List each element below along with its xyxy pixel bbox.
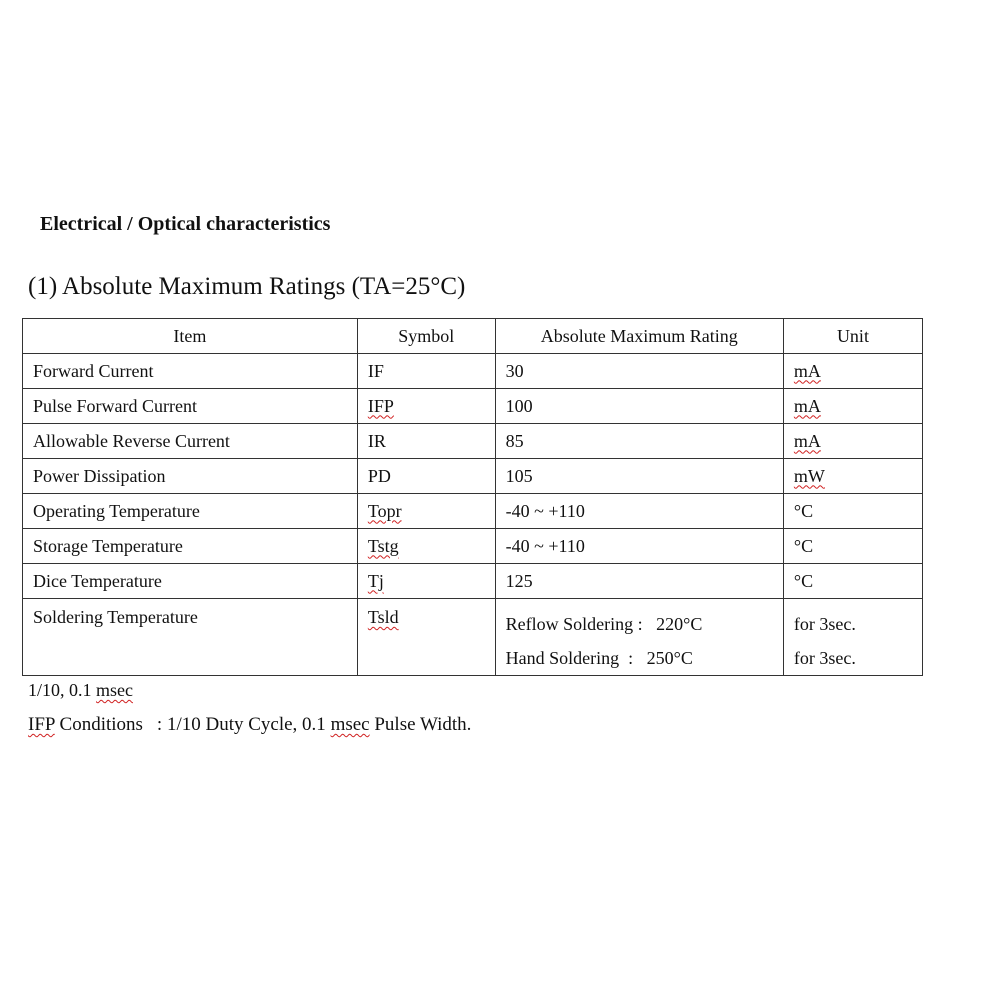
absolute-maximum-ratings-table [22,318,923,676]
cell-rating: 125 [495,564,783,599]
unit-text: mA [793,360,821,381]
footnote-ifp-label: Conditions [54,714,143,735]
cell-rating: 85 [495,424,783,459]
table-title: (1) Absolute Maximum Ratings (TA=25°C) [28,273,466,300]
cell-unit [783,424,922,459]
table-header-row [23,319,923,354]
header-symbol: Symbol [357,319,495,354]
footnote-duty [28,680,133,701]
cell-symbol: PD [357,459,495,494]
cell-item: Allowable Reverse Current [23,424,358,459]
cell-rating [495,599,783,676]
symbol-text: IFP [367,395,394,416]
cell-symbol [357,564,495,599]
header-unit: Unit [783,319,922,354]
cell-unit: °C [783,529,922,564]
cell-rating: 30 [495,354,783,389]
table-row [23,354,923,389]
cell-symbol [357,599,495,676]
hand-duration-text: for 3sec. [793,648,856,668]
section-heading: Electrical / Optical characteristics [40,213,331,235]
cell-rating: -40 ~ +110 [495,529,783,564]
cell-item: Forward Current [23,354,358,389]
cell-symbol: IF [357,354,495,389]
cell-item: Soldering Temperature [23,599,358,676]
unit-text: mW [793,465,825,486]
unit-text: mA [793,430,821,451]
cell-unit [783,389,922,424]
footnote-duty-unit: msec [96,680,133,700]
cell-unit: °C [783,564,922,599]
cell-item: Power Dissipation [23,459,358,494]
cell-symbol [357,494,495,529]
footnote-ifp-conditions [28,714,471,736]
table-row [23,529,923,564]
table-row [23,564,923,599]
hand-soldering-text: Hand Soldering : 250°C [505,648,693,668]
reflow-soldering-text: Reflow Soldering : 220°C [505,614,703,634]
table-row [23,389,923,424]
symbol-text: Tsld [367,607,399,627]
footnote-ifp-text-end: Pulse Width. [369,714,472,735]
cell-rating: -40 ~ +110 [495,494,783,529]
cell-symbol: IR [357,424,495,459]
cell-unit [783,354,922,389]
cell-unit: °C [783,494,922,529]
cell-item: Dice Temperature [23,564,358,599]
cell-item: Pulse Forward Current [23,389,358,424]
cell-unit [783,599,922,676]
footnote-duty-text: 1/10, 0.1 [28,680,97,700]
symbol-text: Tj [367,570,384,591]
table-row [23,494,923,529]
symbol-text: Topr [367,500,402,521]
footnote-ifp-text: : 1/10 Duty Cycle, 0.1 [156,714,331,735]
cell-unit [783,459,922,494]
cell-rating: 105 [495,459,783,494]
cell-item: Storage Temperature [23,529,358,564]
cell-symbol [357,389,495,424]
footnote-ifp-symbol: IFP [28,714,55,735]
unit-text: mA [793,395,821,416]
table-row-soldering [23,599,923,676]
cell-rating: 100 [495,389,783,424]
table-row [23,424,923,459]
footnote-ifp-unit: msec [330,714,370,735]
symbol-text: Tstg [367,535,399,556]
cell-symbol [357,529,495,564]
cell-item: Operating Temperature [23,494,358,529]
table-row [23,459,923,494]
reflow-duration-text: for 3sec. [793,614,856,634]
header-rating: Absolute Maximum Rating [495,319,783,354]
header-item: Item [23,319,358,354]
